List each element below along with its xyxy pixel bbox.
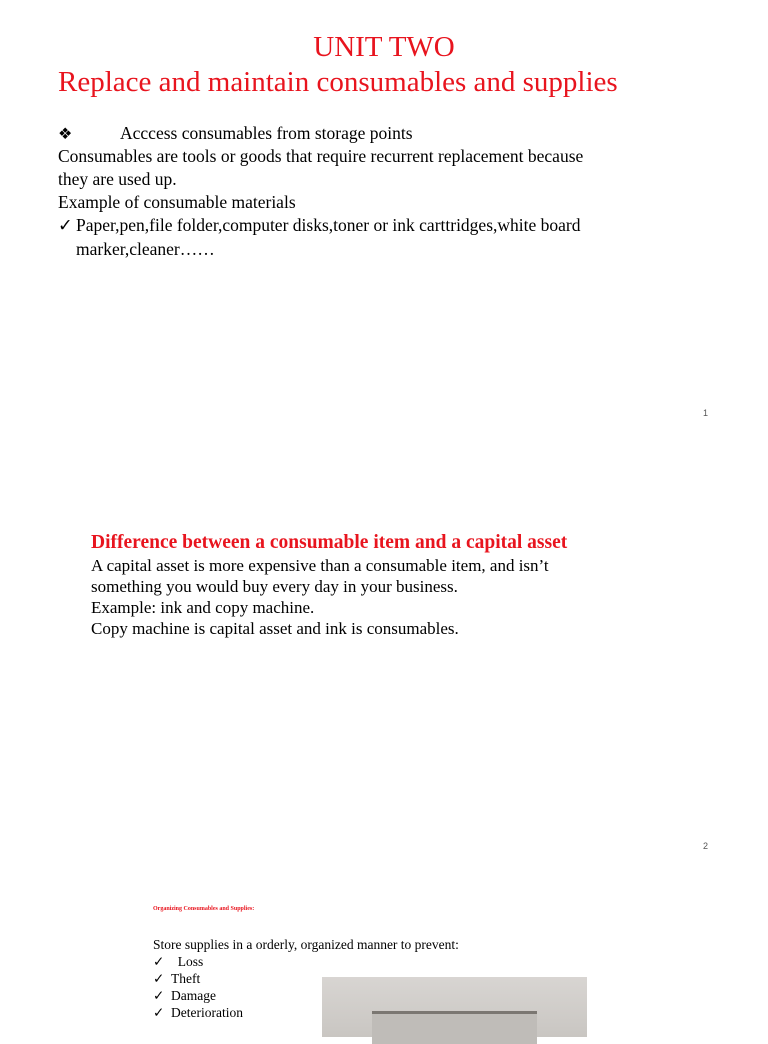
body-line-4: Copy machine is capital asset and ink is consumables. — [91, 619, 459, 638]
bullet-text: Acccess consumables from storage points — [120, 123, 413, 143]
page-number: 2 — [702, 841, 708, 851]
list-item-text: Loss — [171, 954, 204, 969]
slide-2 — [0, 434, 768, 868]
checkmark-icon: ✓ — [58, 215, 73, 235]
checkmark-icon: ✓ — [153, 988, 165, 1003]
checkmark-icon: ✓ — [153, 1005, 165, 1020]
body-line-3: Example: ink and copy machine. — [91, 598, 315, 617]
slide-1 — [0, 0, 768, 434]
checkmark-icon: ✓ — [153, 971, 165, 986]
slide-title: UNIT TWO — [313, 31, 455, 63]
example-items-text: Paper,pen,file folder,computer disks,toner or ink carttridges,white board marker,cleaner…… — [76, 215, 581, 259]
definition-line-2: they are used up. — [58, 169, 177, 189]
example-heading: Example of consumable materials — [58, 192, 296, 212]
body-line-2: something you would buy every day in your business. — [91, 577, 458, 596]
slide-3 — [0, 868, 768, 1024]
bullet-item — [58, 122, 413, 146]
diamond-bullet-icon: ❖ — [58, 126, 73, 143]
slide-heading: Difference between a consumable item and a capital asset — [91, 532, 568, 553]
list-item-text: Damage — [171, 988, 216, 1003]
list-item-text: Deterioration — [171, 1005, 243, 1020]
list-item — [153, 987, 216, 1004]
page-number: 1 — [702, 408, 708, 418]
body-line-1: A capital asset is more expensive than a consumable item, and isn’t — [91, 556, 549, 575]
list-item — [153, 953, 203, 970]
list-item-text: Theft — [171, 971, 201, 986]
list-item — [153, 970, 200, 987]
storage-cabinet-photo — [322, 977, 587, 1037]
example-list-item — [58, 213, 676, 261]
checkmark-icon: ✓ — [153, 954, 165, 969]
list-item — [153, 1004, 243, 1021]
cabinet-shelf — [372, 1011, 537, 1044]
slide-heading: Organizing Consumables and Supplies: — [153, 906, 255, 912]
intro-text: Store supplies in a orderly, organized manner to prevent: — [153, 937, 459, 952]
definition-line-1: Consumables are tools or goods that require recurrent replacement because — [58, 146, 584, 166]
slide-subtitle: Replace and maintain consumables and supplies — [58, 66, 618, 98]
